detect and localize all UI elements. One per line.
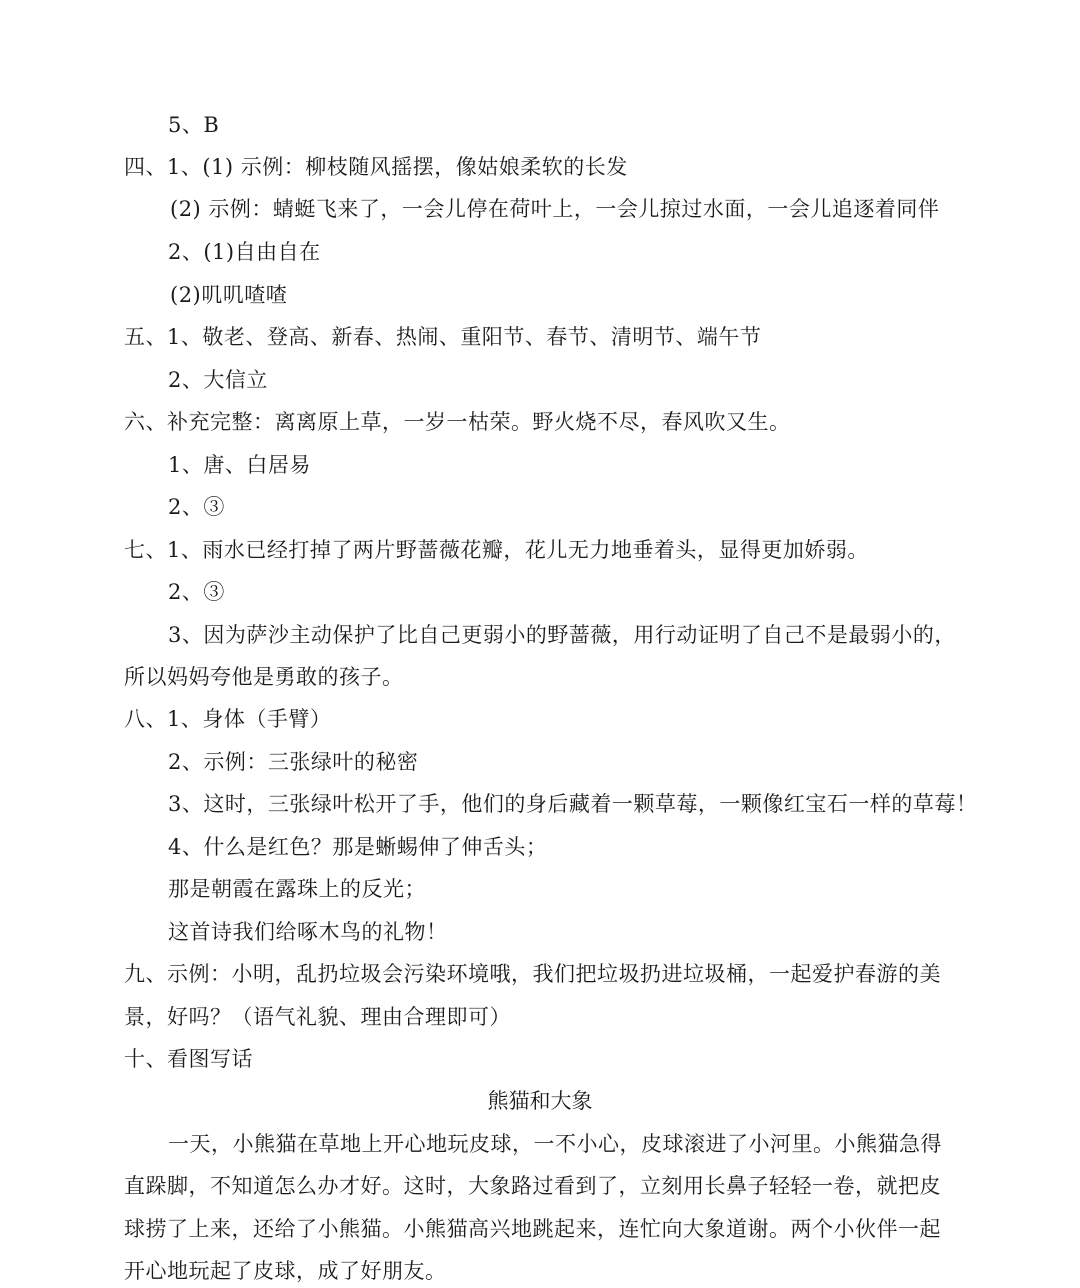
answer-line: 七、1、雨水已经打掉了两片野蔷薇花瓣，花儿无力地垂着头，显得更加娇弱。 bbox=[124, 538, 869, 562]
answer-line: 5、B bbox=[168, 113, 220, 137]
essay-line: 直跺脚，不知道怎么办才好。这时，大象路过看到了，立刻用长鼻子轻轻一卷，就把皮 bbox=[124, 1174, 941, 1198]
answer-line: 3、这时，三张绿叶松开了手，他们的身后藏着一颗草莓，一颗像红宝石一样的草莓！ bbox=[168, 792, 978, 816]
answer-line: 2、(1)自由自在 bbox=[168, 240, 321, 264]
essay-line: 球捞了上来，还给了小熊猫。小熊猫高兴地跳起来，连忙向大象道谢。两个小伙伴一起 bbox=[124, 1217, 941, 1241]
answer-line: 1、唐、白居易 bbox=[168, 453, 311, 477]
answer-line: (2) 示例：蜻蜓飞来了，一会儿停在荷叶上，一会儿掠过水面，一会儿追逐着同伴 bbox=[170, 197, 940, 221]
answer-line: (2)叽叽喳喳 bbox=[170, 283, 288, 307]
answer-line: 2、示例：三张绿叶的秘密 bbox=[168, 750, 419, 774]
answer-line: 十、看图写话 bbox=[124, 1047, 253, 1071]
answer-line: 2、③ bbox=[168, 495, 225, 519]
answer-line: 那是朝霞在露珠上的反光； bbox=[168, 877, 426, 901]
essay-title: 熊猫和大象 bbox=[487, 1089, 593, 1113]
answer-line: 2、大信立 bbox=[168, 368, 268, 392]
answer-line: 四、1、(1) 示例：柳枝随风摇摆，像姑娘柔软的长发 bbox=[124, 155, 628, 179]
answer-line: 4、什么是红色？那是蜥蜴伸了伸舌头； bbox=[168, 835, 548, 859]
essay-line: 一天，小熊猫在草地上开心地玩皮球，一不小心，皮球滚进了小河里。小熊猫急得 bbox=[168, 1132, 942, 1156]
answer-line: 五、1、敬老、登高、新春、热闹、重阳节、春节、清明节、端午节 bbox=[124, 325, 762, 349]
answer-line: 所以妈妈夸他是勇敢的孩子。 bbox=[124, 665, 404, 689]
answer-line: 2、③ bbox=[168, 580, 225, 604]
essay-line: 开心地玩起了皮球，成了好朋友。 bbox=[124, 1259, 447, 1283]
answer-line: 九、示例：小明，乱扔垃圾会污染环境哦，我们把垃圾扔进垃圾桶，一起爱护春游的美 bbox=[124, 962, 941, 986]
answer-line: 八、1、身体（手臂） bbox=[124, 707, 332, 731]
answer-line: 这首诗我们给啄木鸟的礼物！ bbox=[168, 920, 448, 944]
answer-line: 3、因为萨沙主动保护了比自己更弱小的野蔷薇，用行动证明了自己不是最弱小的， bbox=[168, 623, 956, 647]
answer-line: 六、补充完整：离离原上草，一岁一枯荣。野火烧不尽，春风吹又生。 bbox=[124, 410, 791, 434]
answer-line: 景，好吗？（语气礼貌、理由合理即可） bbox=[124, 1005, 511, 1029]
